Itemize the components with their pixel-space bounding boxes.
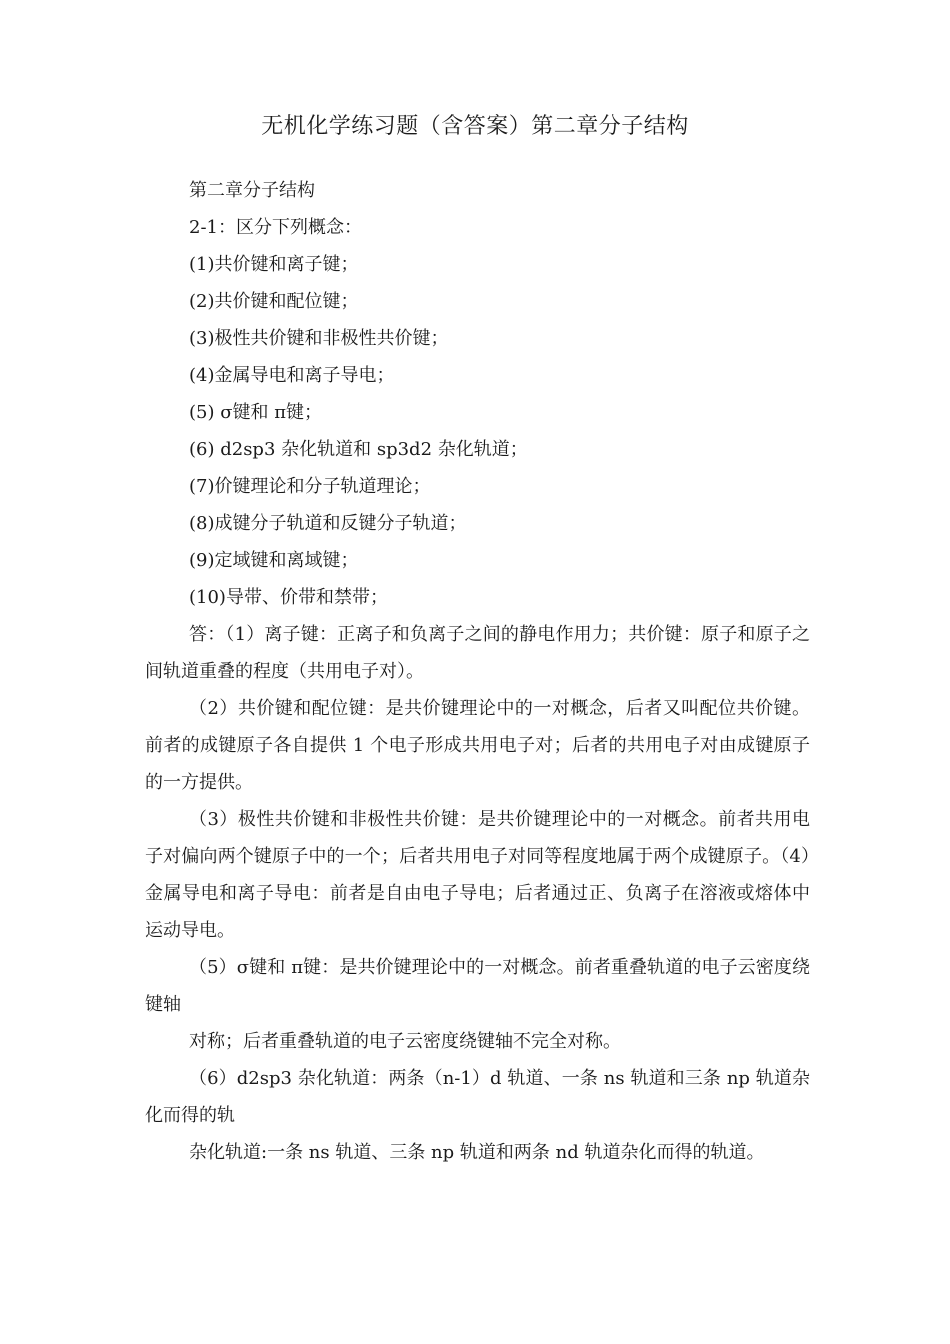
answer-paragraph: 杂化轨道:一条 ns 轨道、三条 np 轨道和两条 nd 轨道杂化而得的轨道。 [189,1142,765,1163]
chapter-heading: 第二章分子结构 [189,180,315,201]
answer-paragraph: （2）共价键和配位键：是共价键理论中的一对概念，后者又叫配位共价键。前者的成键原子各自提供 1 个电子形成共用电子对；后者的共用电子对由成键原子的一方提供。 [145,698,810,793]
concept-item: (2)共价键和配位键； [189,291,359,312]
concept-item: (10)导带、价带和禁带； [189,587,388,608]
concept-item: (5) σ键和 π键； [189,402,323,423]
concept-item: (9)定域键和离域键； [189,550,359,571]
document-title: 无机化学练习题（含答案）第二章分子结构 [261,114,689,139]
concept-item: (4)金属导电和离子导电； [189,365,395,386]
answer-paragraph: 对称；后者重叠轨道的电子云密度绕键轴不完全对称。 [189,1031,621,1052]
concept-item: (6) d2sp3 杂化轨道和 sp3d2 杂化轨道； [189,439,528,460]
answer-paragraph: （3）极性共价键和非极性共价键：是共价键理论中的一对概念。前者共用电子对偏向两个键原子中的一个；后者共用电子对同等程度地属于两个成键原子。（4）金属导电和离子导电：前者是自由电子导电；后者通过正、负离子在溶液或熔体中运动导电。 [145,809,810,941]
document-body [145,172,810,1171]
concept-item: (8)成键分子轨道和反键分子轨道； [189,513,467,534]
answer-paragraph: 答：（1）离子键：正离子和负离子之间的静电作用力；共价键：原子和原子之间轨道重叠的程度（共用电子对）。 [145,624,810,682]
concept-item: (3)极性共价键和非极性共价键； [189,328,449,349]
answer-paragraph: （6）d2sp3 杂化轨道：两条（n-1）d 轨道、一条 ns 轨道和三条 np 轨道杂化而得的轨 [145,1068,810,1126]
question-label: 2-1：区分下列概念： [189,217,362,238]
concept-item: (1)共价键和离子键； [189,254,359,275]
answer-paragraph: （5）σ键和 π键：是共价键理论中的一对概念。前者重叠轨道的电子云密度绕键轴 [145,957,810,1015]
concept-item: (7)价键理论和分子轨道理论； [189,476,431,497]
